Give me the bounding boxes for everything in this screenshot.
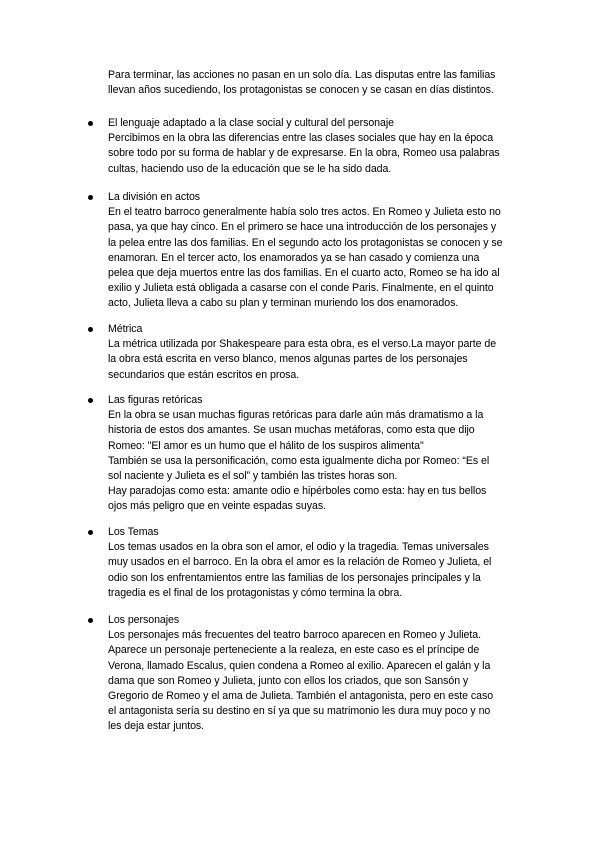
text-line: historia de estos dos amantes. Se usan muchas metáforas, como esta que dijo <box>108 424 475 437</box>
text-line: Hay paradojas como esta: amante odio e hipérboles como esta: hay en tus bellos <box>108 485 487 498</box>
section-personajes <box>108 613 528 735</box>
bullet-icon <box>88 195 93 200</box>
section-heading: Las figuras retóricas <box>108 394 203 406</box>
text-line: En la obra se usan muchas figuras retóricas para darle aún más dramatismo a la <box>108 409 484 422</box>
bullet-icon <box>88 327 93 332</box>
text-line: ojos más peligro que en veinte espadas suyas. <box>108 500 327 513</box>
text-line: pasa, ya que hay cinco. En el primero se hace una introducción de los personajes y <box>108 221 497 234</box>
section-figuras-retoricas <box>108 393 528 515</box>
text-line: Romeo: "El amor es un humo que el hálito de los suspiros alimenta" <box>108 439 424 452</box>
text-line: Para terminar, las acciones no pasan en un solo día. Las disputas entre las familias <box>108 69 496 81</box>
text-line: Verona, llamado Escalus, quien condena a Romeo al exilio. Aparecen el galán y la <box>108 659 491 672</box>
text-line: secundarios que están escritos en prosa. <box>108 368 300 381</box>
text-line: enamoran. En el tercer acto, los enamorados ya se han casado y comienza una <box>108 251 480 264</box>
section-heading: Los Temas <box>108 526 159 538</box>
section-heading: Métrica <box>108 323 143 335</box>
section-heading: El lenguaje adaptado a la clase social y cultural del personaje <box>108 117 395 129</box>
text-line: Percibimos en la obra las diferencias entre las clases sociales que hay en la época <box>108 132 494 145</box>
text-line: pelea que deja muertos entre las dos familias. En el cuarto acto, Romeo se ha ido al <box>108 267 500 280</box>
text-line: muy usados en el barroco. En la obra el amor es la relación de Romeo y Julieta, el <box>108 556 492 569</box>
section-lenguaje <box>108 116 528 177</box>
text-line: odio son los enfrentamientos entre las familias de los personajes principales y la <box>108 571 481 584</box>
section-heading: La división en actos <box>108 191 201 203</box>
text-line: les deja estar juntos. <box>108 720 205 733</box>
bullet-icon <box>88 530 93 535</box>
text-line: dama que son Romeo y Julieta, junto con ellos los criados, que son Sansón y <box>108 674 469 687</box>
section-division-actos <box>108 190 528 312</box>
bullet-icon <box>88 398 93 403</box>
text-line: llevan años sucediendo, los protagonistas se conocen y se casan en días distintos. <box>108 84 494 97</box>
text-line: cultas, haciendo uso de la educación que se le ha sido dada. <box>108 162 392 175</box>
text-line: Gregorio de Romeo y el ama de Julieta. También el antagonista, pero en este caso <box>108 690 494 703</box>
intro-paragraph <box>108 68 528 98</box>
text-line: sol naciente y Julieta es el sol” y también las tristes horas son. <box>108 470 398 483</box>
text-line: Los personajes más frecuentes del teatro barroco aparecen en Romeo y Julieta. <box>108 629 482 642</box>
text-line: En el teatro barroco generalmente había solo tres actos. En Romeo y Julieta esto no <box>108 206 501 219</box>
text-line: el antagonista sería su destino en sí ya que su matrimonio les dura muy poco y no <box>108 705 491 718</box>
text-line: exilio y Julieta está obligada a casarse con el conde Paris. Finalmente, en el quinto <box>108 282 494 295</box>
section-metrica <box>108 322 528 383</box>
bullet-icon <box>88 121 93 126</box>
section-temas <box>108 525 528 601</box>
text-line: Los temas usados en la obra son el amor, el odio y la tragedia. Temas universales <box>108 541 489 554</box>
section-heading: Los personajes <box>108 614 180 626</box>
text-line: la pelea entre las dos familias. En el segundo acto los protagonistas se conocen y se <box>108 236 503 249</box>
text-line: sobre todo por su forma de hablar y de expresarse. En la obra, Romeo usa palabras <box>108 147 500 160</box>
text-line: También se usa la personificación, como esta igualmente dicha por Romeo: “Es el <box>108 454 490 467</box>
text-line: tragedia es el final de los protagonistas y cómo termina la obra. <box>108 586 403 599</box>
text-line: Aparece un personaje perteneciente a la realeza, en este caso es el príncipe de <box>108 644 480 657</box>
text-line: La métrica utilizada por Shakespeare para esta obra, es el verso.La mayor parte de <box>108 338 497 351</box>
text-line: acto, Julieta lleva a cabo su plan y terminan muriendo los dos enamorados. <box>108 297 459 310</box>
bullet-icon <box>88 618 93 623</box>
text-line: la obra está escrita en verso blanco, menos algunas partes de los personajes <box>108 353 468 366</box>
